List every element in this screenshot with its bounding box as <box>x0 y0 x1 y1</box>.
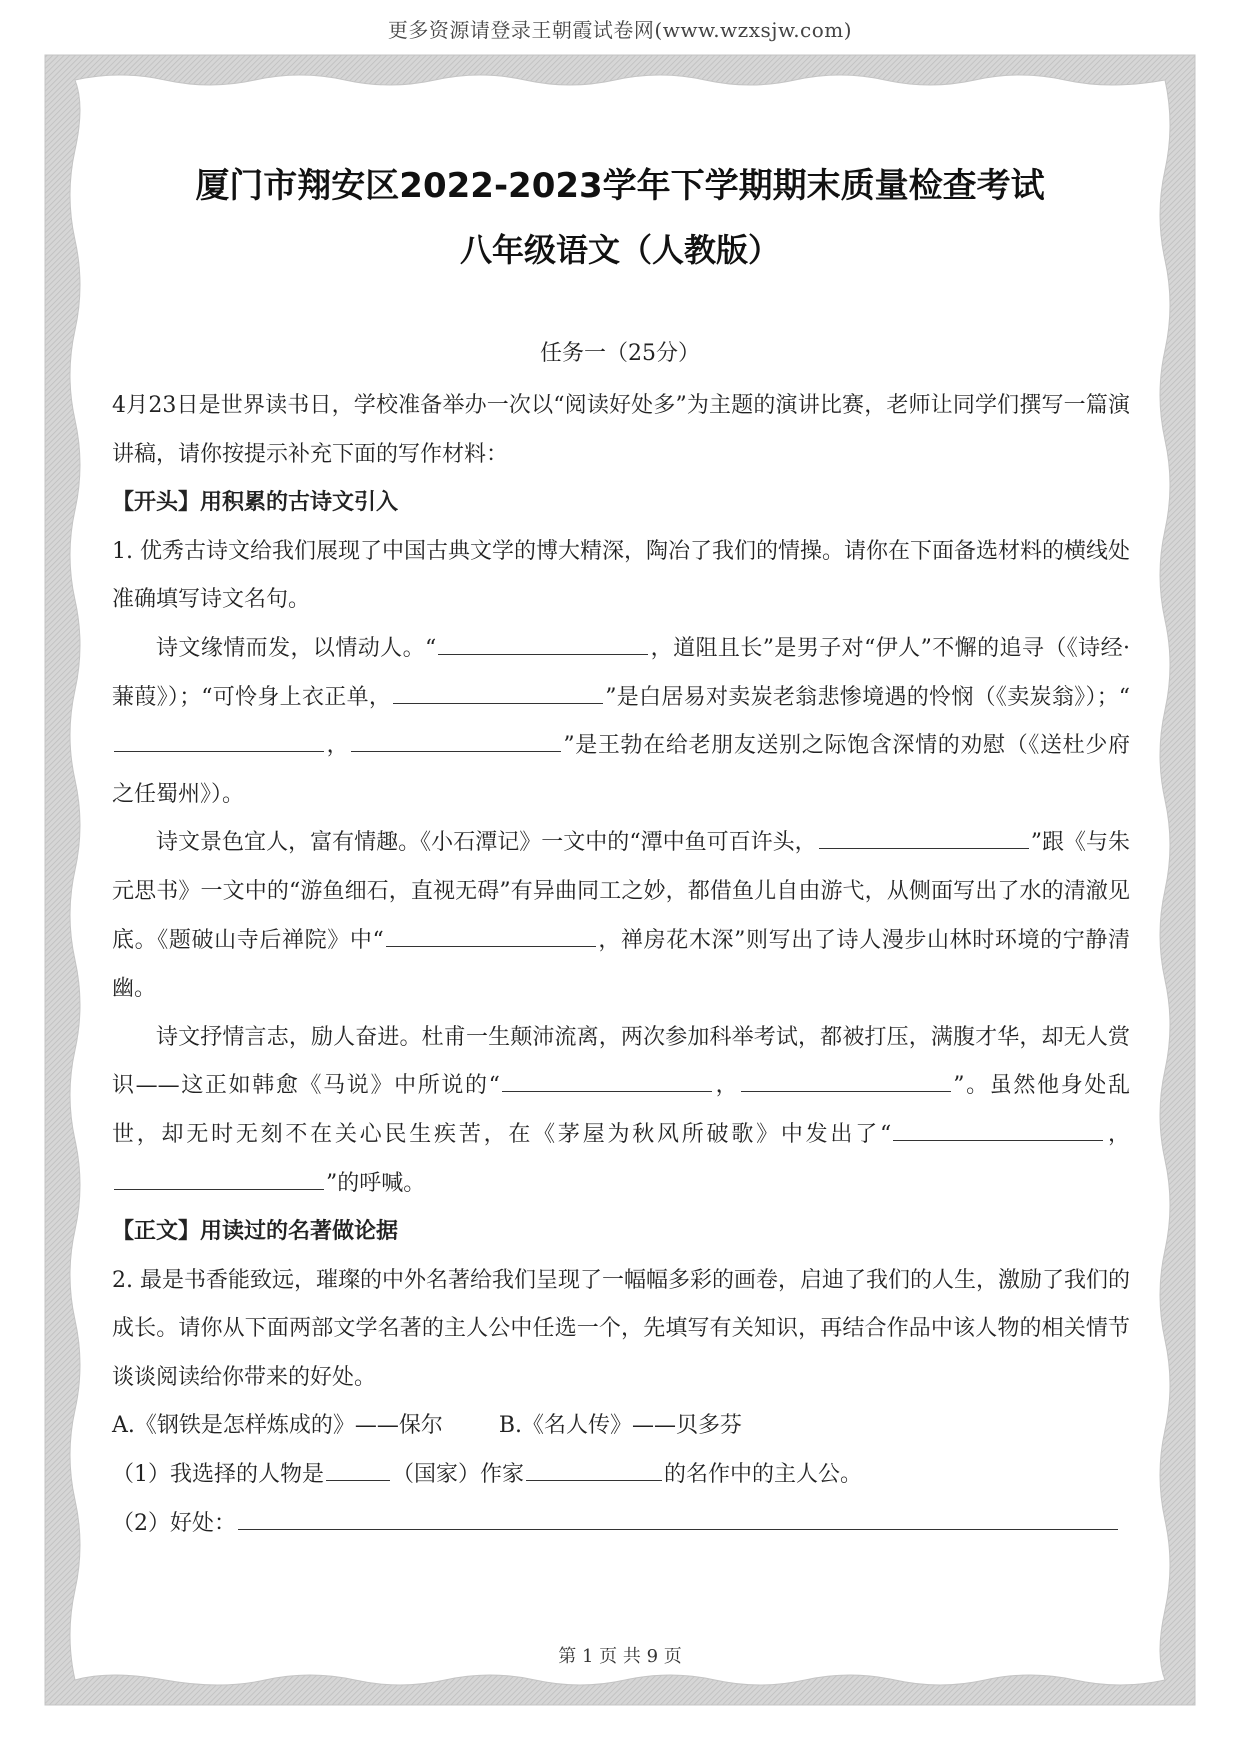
section-heading-body: 【正文】用读过的名著做论据 <box>112 1219 399 1245</box>
text-segment: ， <box>1105 1121 1130 1147</box>
source-banner: 更多资源请登录王朝霞试卷网(www.wzxsjw.com) <box>387 18 853 42</box>
intro-paragraph: 4月23日是世界读书日，学校准备举办一次以“阅读好处多”为主题的演讲比赛，老师让同学们撰写一篇演讲稿，请你按提示补充下面的写作材料： <box>112 393 1130 467</box>
text-segment: 诗文景色宜人，富有情趣。《小石潭记》一文中的“潭中鱼可百许头， <box>156 830 817 856</box>
answer-blank[interactable] <box>502 1069 712 1092</box>
poetry-paragraph-2 <box>112 819 1130 1013</box>
poetry-paragraph-1 <box>112 625 1130 819</box>
book-options <box>112 1402 1130 1451</box>
question-2-stem: 2. 最是书香能致远，璀璨的中外名著给我们呈现了一幅幅多彩的画卷，启迪了我们的人生，激励了我们的成长。请你从下面两部文学名著的主人公中任选一个，先填写有关知识，再结合作品中该人物的相关情节谈谈阅读给你带来的好处。 <box>112 1267 1130 1390</box>
text-segment: ”的呼喊。 <box>326 1170 426 1196</box>
text-segment: （2）好处： <box>112 1510 236 1536</box>
text-segment: （国家）作家 <box>392 1462 525 1488</box>
sub-question-1 <box>112 1451 1130 1500</box>
text-segment: ，禅房花木深”则写出了诗人漫步山林时环境的宁静清幽。 <box>112 927 1130 1002</box>
text-segment: ， <box>326 733 350 759</box>
sub-question-2 <box>112 1500 1130 1549</box>
text-segment: ，道阻且长”是男子对“伊人”不懈的追寻（《诗经·蒹葭》）；“可怜身上衣正单， <box>112 635 1130 710</box>
benefit-answer-line[interactable] <box>238 1507 1118 1530</box>
question-body <box>112 382 1130 1548</box>
answer-blank[interactable] <box>386 924 596 947</box>
option-b: B.《名人传》——贝多芬 <box>498 1413 743 1439</box>
poetry-paragraph-3 <box>112 1014 1130 1208</box>
exam-subtitle: 八年级语文（人教版） <box>459 231 780 269</box>
page-number: 第 1 页 共 9 页 <box>558 1646 682 1667</box>
exam-title: 厦门市翔安区2022-2023学年下学期期末质量检查考试 <box>195 166 1045 206</box>
section-heading-opening: 【开头】用积累的古诗文引入 <box>112 490 399 516</box>
text-segment: 的名作中的主人公。 <box>664 1462 863 1488</box>
answer-blank[interactable] <box>893 1118 1103 1141</box>
answer-blank[interactable] <box>351 729 561 752</box>
answer-blank[interactable] <box>438 632 648 655</box>
option-a: A.《钢铁是怎样炼成的》——保尔 <box>112 1413 443 1439</box>
task-heading: 任务一（25分） <box>540 341 700 366</box>
answer-blank[interactable] <box>114 729 324 752</box>
text-segment: ”是王勃在给老朋友送别之际饱含深情的劝慰（《送杜少府之任蜀州》）。 <box>112 733 1130 807</box>
answer-blank[interactable] <box>741 1069 951 1092</box>
country-blank[interactable] <box>326 1458 390 1481</box>
answer-blank[interactable] <box>819 826 1029 849</box>
text-segment: ”跟《与朱元思书》一文中的“游鱼细石，直视无碍”有异曲同工之妙，都借鱼儿自由游弋，从侧面写出了水的清澈见底。《题破山寺后禅院》中“ <box>112 830 1131 953</box>
text-segment: （1）我选择的人物是 <box>112 1462 324 1488</box>
text-segment: 诗文抒情言志，励人奋进。杜甫一生颠沛流离，两次参加科举考试，都被打压，满腹才华，却无人赏识——这正如韩愈《马说》中所说的“ <box>112 1024 1130 1099</box>
answer-blank[interactable] <box>393 681 603 704</box>
text-segment: ”。虽然他身处乱世，却无时无刻不在关心民生疾苦，在《茅屋为秋风所破歌》中发出了“ <box>112 1073 1130 1147</box>
author-blank[interactable] <box>526 1458 662 1481</box>
answer-blank[interactable] <box>114 1167 324 1190</box>
text-segment: ， <box>713 1073 740 1099</box>
text-segment: 诗文缘情而发，以情动人。“ <box>156 635 437 661</box>
question-1-stem: 1. 优秀古诗文给我们展现了中国古典文学的博大精深，陶冶了我们的情操。请你在下面备选材料的横线处准确填写诗文名句。 <box>112 538 1130 613</box>
text-segment: ”是白居易对卖炭老翁悲惨境遇的怜悯（《卖炭翁》）；“ <box>605 684 1130 710</box>
